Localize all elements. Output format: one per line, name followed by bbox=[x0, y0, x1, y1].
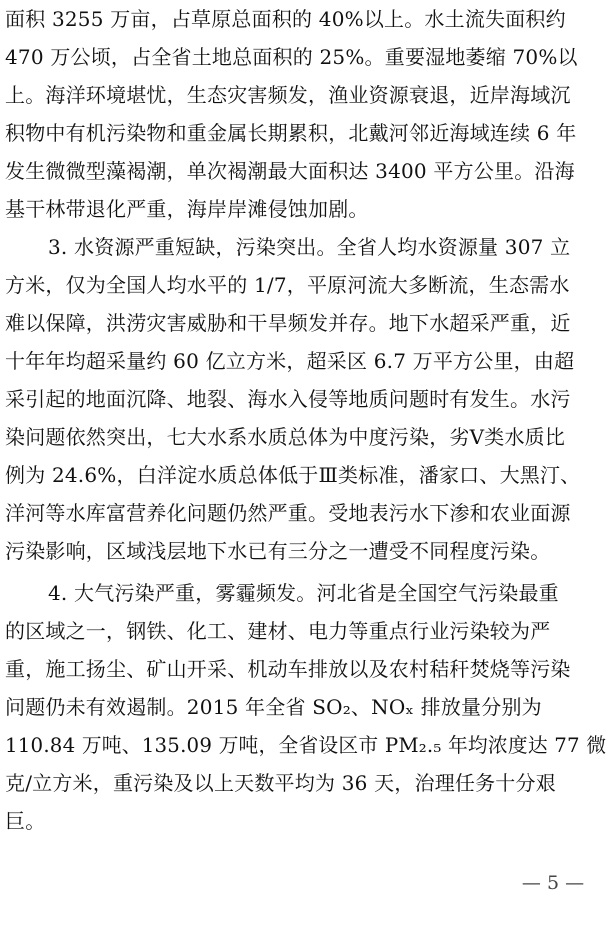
page-number: — 5 — bbox=[521, 872, 585, 894]
body-text-line: 巨。 bbox=[5, 809, 46, 833]
body-text-line: 重，施工扬尘、矿山开采、机动车排放以及农村秸秆焚烧等污染 bbox=[5, 657, 571, 681]
body-text-line: 的区域之一，钢铁、化工、建材、电力等重点行业污染较为严 bbox=[5, 619, 551, 643]
body-text-line: 十年年均超采量约 60 亿立方米，超采区 6.7 万平方公里，由超 bbox=[5, 349, 575, 373]
body-text-line: 110.84 万吨、135.09 万吨，全省设区市 PM₂.₅ 年均浓度达 77 微 bbox=[5, 733, 607, 757]
body-text-line: 污染影响，区域浅层地下水已有三分之一遭受不同程度污染。 bbox=[5, 539, 551, 563]
section-heading-air-line: 4. 大气污染严重，雾霾频发。河北省是全国空气污染最重 bbox=[48, 581, 559, 605]
body-text-line: 面积 3255 万亩，占草原总面积的 40%以上。水土流失面积约 bbox=[5, 7, 566, 31]
body-text-line: 染问题依然突出，七大水系水质总体为中度污染，劣Ⅴ类水质比 bbox=[5, 425, 566, 449]
body-text-line: 难以保障，洪涝灾害威胁和干旱频发并存。地下水超采严重，近 bbox=[5, 311, 571, 335]
body-text-line: 方米，仅为全国人均水平的 1/7，平原河流大多断流，生态需水 bbox=[5, 273, 570, 297]
body-text-line: 克/立方米，重污染及以上天数平均为 36 天，治理任务十分艰 bbox=[5, 771, 556, 795]
body-text-line: 采引起的地面沉降、地裂、海水入侵等地质问题时有发生。水污 bbox=[5, 387, 571, 411]
section-heading-water-line: 3. 水资源严重短缺，污染突出。全省人均水资源量 307 立 bbox=[48, 235, 571, 259]
body-text-line: 积物中有机污染物和重金属长期累积，北戴河邻近海域连续 6 年 bbox=[5, 121, 577, 145]
body-text-line: 例为 24.6%，白洋淀水质总体低于Ⅲ类标准，潘家口、大黑汀、 bbox=[5, 463, 581, 487]
body-text-line: 问题仍未有效遏制。2015 年全省 SO₂、NOₓ 排放量分别为 bbox=[5, 695, 542, 719]
body-text-line: 上。海洋环境堪忧，生态灾害频发，渔业资源衰退，近岸海域沉 bbox=[5, 83, 571, 107]
body-text-line: 基干林带退化严重，海岸岸滩侵蚀加剧。 bbox=[5, 197, 369, 221]
body-text-line: 发生微微型藻褐潮，单次褐潮最大面积达 3400 平方公里。沿海 bbox=[5, 159, 575, 183]
body-text-line: 洋河等水库富营养化问题仍然严重。受地表污水下渗和农业面源 bbox=[5, 501, 571, 525]
body-text-line: 470 万公顷，占全省土地总面积的 25%。重要湿地萎缩 70%以 bbox=[5, 45, 578, 69]
